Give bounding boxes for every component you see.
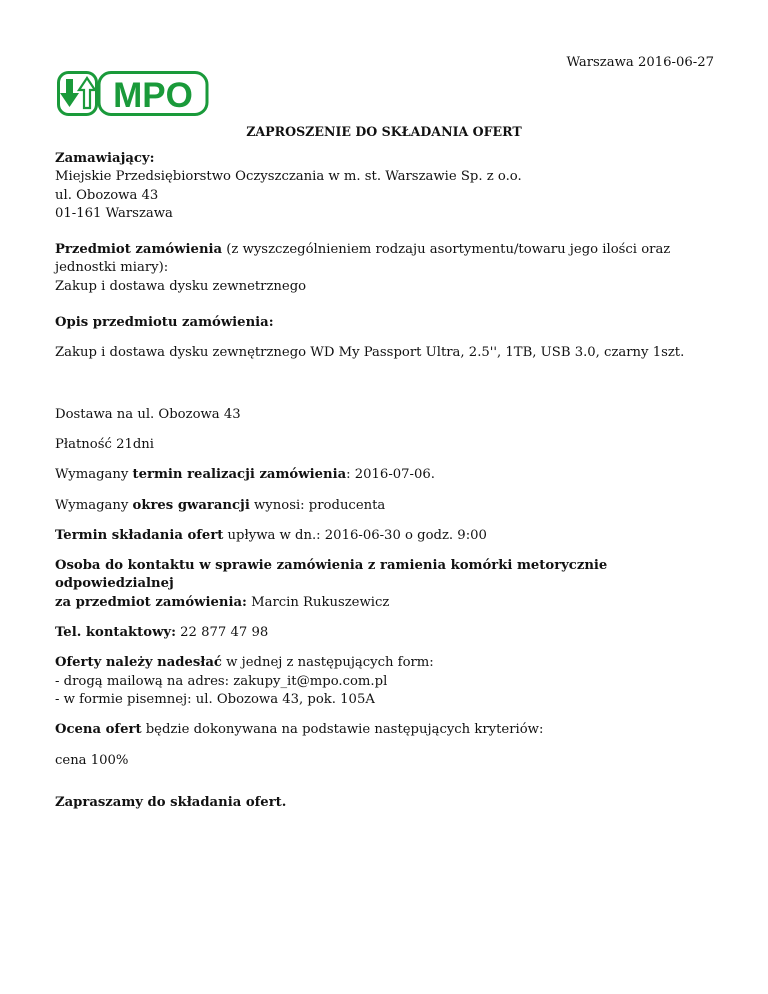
dostawa-line: Dostawa na ul. Obozowa 43 — [55, 406, 241, 422]
termin-realizacji-line: Wymagany termin realizacji zamówienia: 2016-07-06. — [55, 467, 435, 483]
termin-ofert-line: Termin składania ofert upływa w dn.: 2016-06-30 o godz. 9:00 — [55, 527, 487, 543]
oferty-section: Oferty należy nadesłać w jednej z następujących form: - drogą mailową na adres: zakupy_it@mpo.com.pl - w formie pisemnej: ul. Obozowa 43, pok. 105A — [55, 655, 434, 707]
section-opis-value: Zakup i dostawa dysku zewnętrznego WD My Passport Ultra, 2.5'', 1TB, USB 3.0, czarny 1szt. — [55, 345, 685, 361]
section-przedmiot: Przedmiot zamówienia (z wyszczególnieniem rodzaju asortymentu/towaru jego ilości oraz jednostki miary): Zakup i dostawa dysku zewnetrznego — [55, 242, 671, 294]
platnosc-line: Płatność 21dni — [55, 436, 155, 452]
closing-line: Zapraszamy do składania ofert. — [55, 794, 287, 810]
document-date: Warszawa 2016-06-27 — [566, 55, 714, 70]
gwarancja-line: Wymagany okres gwarancji wynosi: producenta — [55, 497, 386, 513]
kontakt-section: Osoba do kontaktu w sprawie zamówienia z ramienia komórki metorycznie odpowiedzialnej za przedmiot zamówienia: Marcin Rukuszewicz — [55, 558, 608, 610]
logo-text: MPO — [113, 76, 193, 115]
document-body — [55, 150, 725, 812]
section-opis-label: Opis przedmiotu zamówienia: — [55, 315, 274, 331]
mpo-logo — [57, 71, 209, 116]
cena-line: cena 100% — [55, 752, 129, 768]
telefon-line: Tel. kontaktowy: 22 877 47 98 — [55, 625, 269, 641]
document-title: ZAPROSZENIE DO SKŁADANIA OFERT — [246, 124, 522, 139]
section-zamawiajacy: Zamawiający: Miejskie Przedsiębiorstwo Oczyszczania w m. st. Warszawie Sp. z o.o. ul. Obozowa 43 01-161 Warszawa — [55, 151, 522, 221]
ocena-line: Ocena ofert będzie dokonywana na podstawie następujących kryteriów: — [55, 722, 544, 738]
